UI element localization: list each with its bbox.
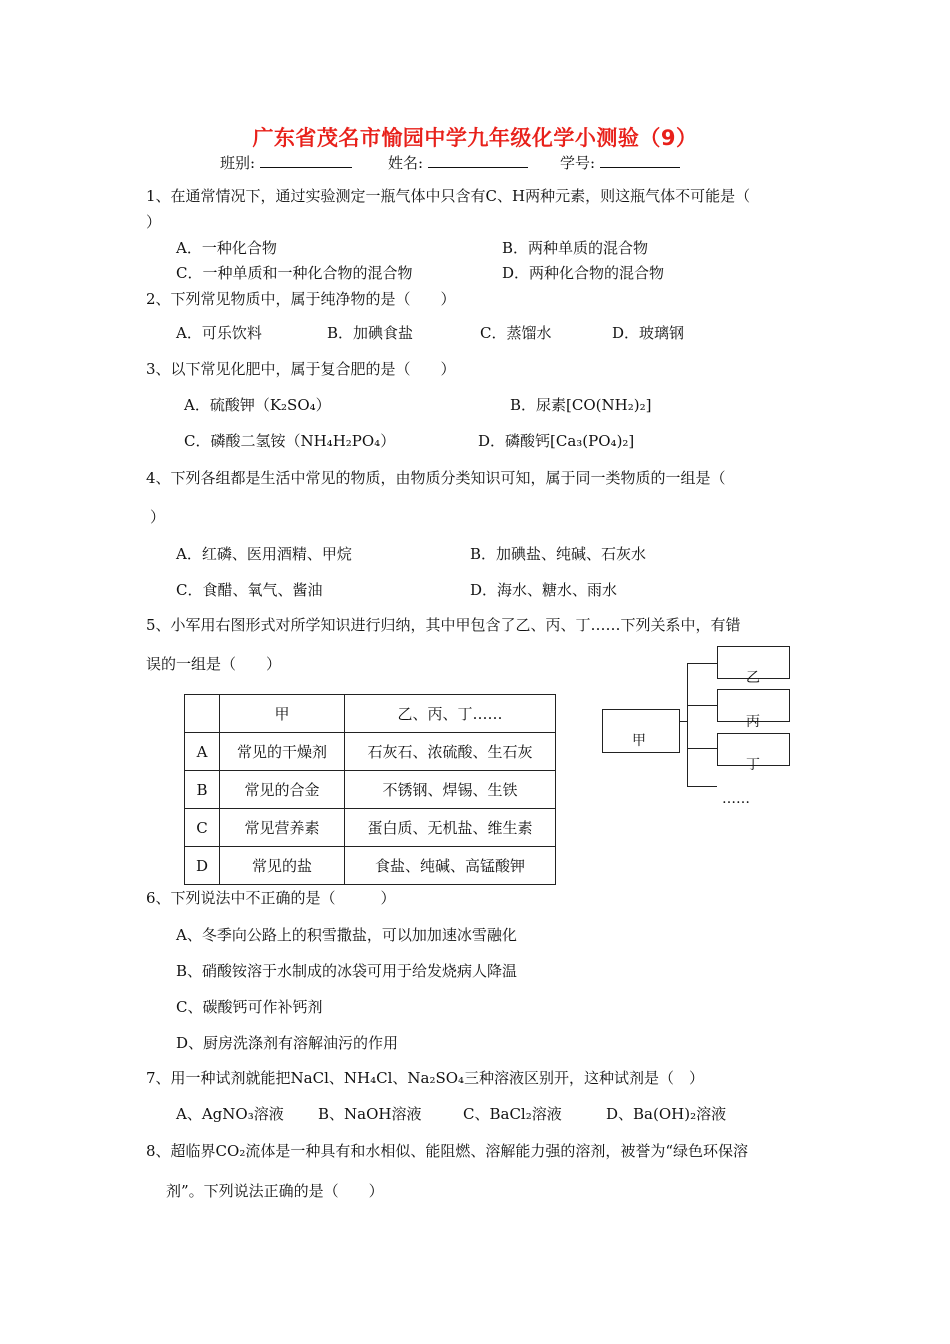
diagram-child-label: 丙 bbox=[746, 714, 760, 730]
table-row[interactable] bbox=[185, 847, 556, 885]
q1-option-a[interactable]: A．一种化合物 bbox=[176, 239, 277, 257]
table-header-cell bbox=[185, 695, 220, 733]
table-cell: 石灰石、浓硫酸、生石灰 bbox=[345, 733, 556, 771]
number-field bbox=[560, 153, 680, 173]
diagram-child-label: 乙 bbox=[746, 670, 760, 686]
diagram-connector bbox=[679, 721, 687, 722]
q7-option-d[interactable]: D、Ba(OH)₂溶液 bbox=[606, 1105, 727, 1123]
question-8-text-cont: 剂”。下列说法正确的是（ ） bbox=[166, 1182, 384, 1200]
diagram-branch bbox=[687, 748, 717, 749]
q4-option-a[interactable]: A．红磷、医用酒精、甲烷 bbox=[176, 545, 352, 563]
q1-option-b[interactable]: B．两种单质的混合物 bbox=[502, 239, 649, 257]
table-cell: D bbox=[185, 847, 220, 885]
q7-option-a[interactable]: A、AgNO₃溶液 bbox=[176, 1105, 284, 1123]
q2-option-b[interactable]: B．加碘食盐 bbox=[327, 324, 414, 342]
diagram-child-label: 丁 bbox=[746, 757, 760, 773]
diagram-trunk bbox=[687, 663, 688, 787]
question-2-text: 2、下列常见物质中，属于纯净物的是（ ） bbox=[146, 290, 456, 308]
q3-option-c[interactable]: C．磷酸二氢铵（NH₄H₂PO₄） bbox=[184, 432, 396, 450]
class-field bbox=[220, 153, 352, 173]
table-cell: 常见营养素 bbox=[220, 809, 345, 847]
classification-table bbox=[184, 694, 556, 885]
table-cell: 蛋白质、无机盐、维生素 bbox=[345, 809, 556, 847]
table-cell: B bbox=[185, 771, 220, 809]
q1-option-c[interactable]: C．一种单质和一种化合物的混合物 bbox=[176, 264, 413, 282]
q4-option-b[interactable]: B．加碘盐、纯碱、石灰水 bbox=[470, 545, 647, 563]
diagram-ellipsis: …… bbox=[722, 791, 750, 807]
number-label: 学号: bbox=[560, 154, 596, 172]
diagram-branch bbox=[687, 705, 717, 706]
q6-option-a[interactable]: A、冬季向公路上的积雪撒盐，可以加加速冰雪融化 bbox=[176, 926, 517, 944]
question-3-text: 3、以下常见化肥中，属于复合肥的是（ ） bbox=[146, 360, 456, 378]
table-cell: 常见的干燥剂 bbox=[220, 733, 345, 771]
table-cell: A bbox=[185, 733, 220, 771]
table-cell: 常见的合金 bbox=[220, 771, 345, 809]
class-label: 班别: bbox=[220, 154, 256, 172]
q6-option-b[interactable]: B、硝酸铵溶于水制成的冰袋可用于给发烧病人降温 bbox=[176, 962, 518, 980]
name-blank[interactable] bbox=[428, 153, 528, 168]
table-row[interactable] bbox=[185, 771, 556, 809]
q2-option-c[interactable]: C．蒸馏水 bbox=[480, 324, 552, 342]
q3-option-b[interactable]: B．尿素[CO(NH₂)₂] bbox=[510, 396, 652, 414]
table-row[interactable] bbox=[185, 809, 556, 847]
page-title: 广东省茂名市愉园中学九年级化学小测验（9） bbox=[252, 126, 698, 150]
question-5-text-cont: 误的一组是（ ） bbox=[146, 655, 282, 673]
question-1-text-cont: ） bbox=[146, 213, 162, 231]
q4-option-d[interactable]: D．海水、糖水、雨水 bbox=[470, 581, 618, 599]
table-row[interactable] bbox=[185, 733, 556, 771]
q3-option-a[interactable]: A．硫酸钾（K₂SO₄） bbox=[184, 396, 331, 414]
q3-option-d[interactable]: D．磷酸钙[Ca₃(PO₄)₂] bbox=[478, 432, 635, 450]
diagram-branch bbox=[687, 786, 717, 787]
question-1-text: 1、在通常情况下，通过实验测定一瓶气体中只含有C、H两种元素，则这瓶气体不可能是（ bbox=[146, 187, 751, 205]
question-4-text-cont: ） bbox=[150, 508, 166, 526]
q4-option-c[interactable]: C．食醋、氧气、酱油 bbox=[176, 581, 323, 599]
number-blank[interactable] bbox=[600, 153, 680, 168]
table-header-cell: 甲 bbox=[220, 695, 345, 733]
name-label: 姓名: bbox=[388, 154, 424, 172]
name-field bbox=[388, 153, 528, 173]
question-4-text: 4、下列各组都是生活中常见的物质，由物质分类知识可知，属于同一类物质的一组是（ bbox=[146, 469, 726, 487]
table-cell: 常见的盐 bbox=[220, 847, 345, 885]
question-5-text: 5、小军用右图形式对所学知识进行归纳，其中甲包含了乙、丙、丁……下列关系中，有错 bbox=[146, 616, 741, 634]
class-blank[interactable] bbox=[260, 153, 352, 168]
table-cell: 不锈钢、焊锡、生铁 bbox=[345, 771, 556, 809]
table-cell: C bbox=[185, 809, 220, 847]
table-header-cell: 乙、丙、丁…… bbox=[345, 695, 556, 733]
question-8-text: 8、超临界CO₂流体是一种具有和水相似、能阻燃、溶解能力强的溶剂，被誉为“绿色环保溶 bbox=[146, 1142, 749, 1160]
table-header-row bbox=[185, 695, 556, 733]
table-cell: 食盐、纯碱、高锰酸钾 bbox=[345, 847, 556, 885]
diagram-root-label: 甲 bbox=[632, 733, 646, 749]
q1-option-d[interactable]: D．两种化合物的混合物 bbox=[502, 264, 665, 282]
q7-option-c[interactable]: C、BaCl₂溶液 bbox=[463, 1105, 562, 1123]
q2-option-d[interactable]: D．玻璃钢 bbox=[612, 324, 685, 342]
q7-option-b[interactable]: B、NaOH溶液 bbox=[318, 1105, 422, 1123]
q2-option-a[interactable]: A．可乐饮料 bbox=[176, 324, 262, 342]
q6-option-c[interactable]: C、碳酸钙可作补钙剂 bbox=[176, 998, 323, 1016]
question-7-text: 7、用一种试剂就能把NaCl、NH₄Cl、Na₂SO₄三种溶液区别开，这种试剂是（ ） bbox=[146, 1069, 705, 1087]
diagram-branch bbox=[687, 663, 717, 664]
question-6-text: 6、下列说法中不正确的是（ ） bbox=[146, 889, 396, 907]
q6-option-d[interactable]: D、厨房洗涤剂有溶解油污的作用 bbox=[176, 1034, 399, 1052]
